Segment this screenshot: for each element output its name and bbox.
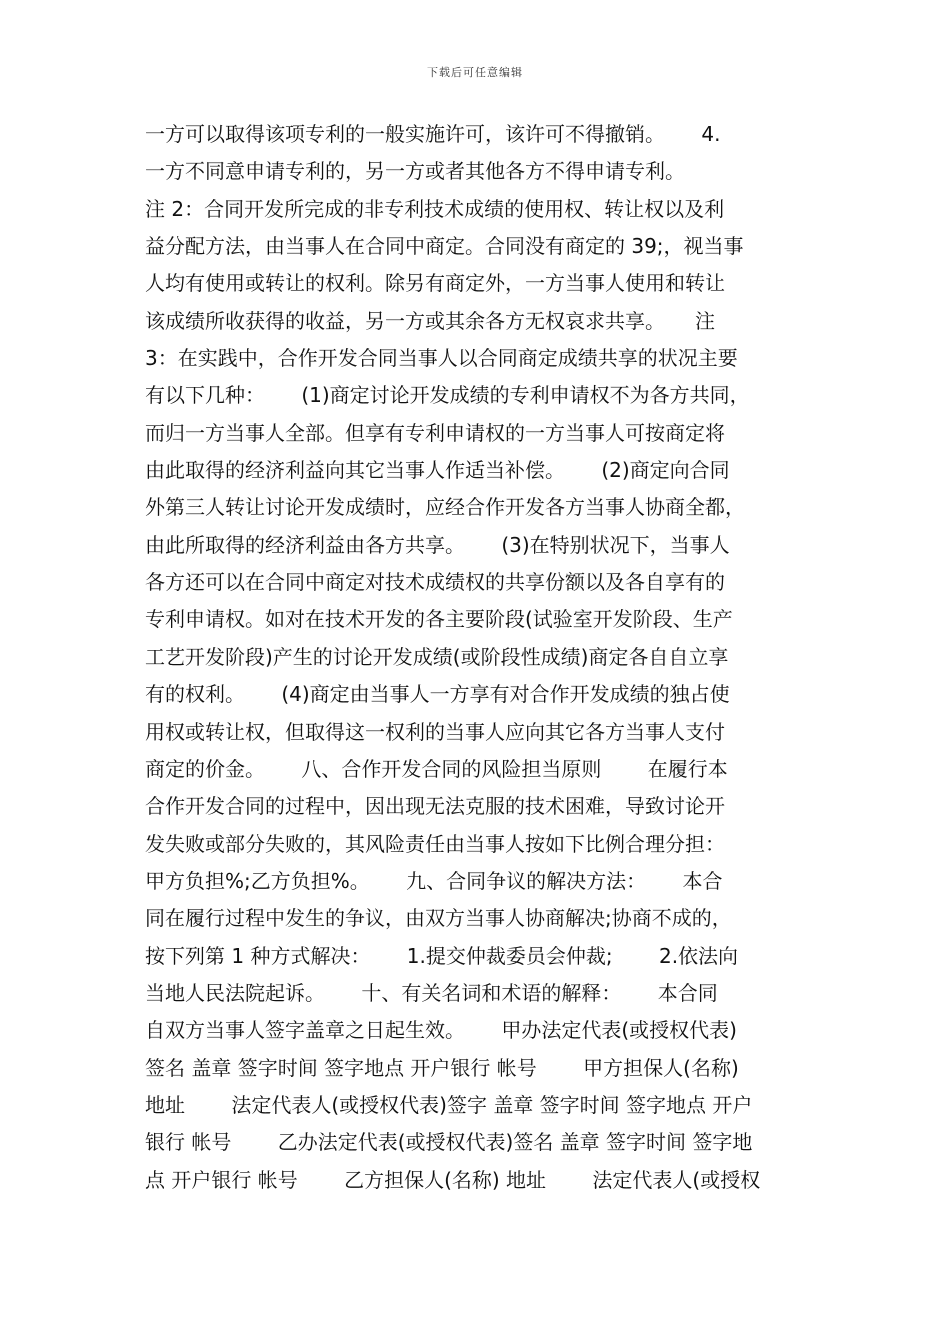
text-line: 一方可以取得该项专利的一般实施许可，该许可不得撤销。 4. bbox=[145, 122, 721, 146]
text-line: 人均有使用或转让的权利。除另有商定外，一方当事人使用和转让 bbox=[145, 271, 725, 296]
text-line: 合作开发合同的过程中，因出现无法克服的技术困难，导致讨论开 bbox=[145, 794, 725, 819]
page-header-note: 下载后可任意编辑 bbox=[427, 66, 523, 79]
document-body bbox=[145, 116, 825, 1199]
text-line: 甲方负担%;乙方负担%。 九、合同争议的解决方法： 本合 bbox=[145, 868, 723, 893]
text-line: 有以下几种： (1)商定讨论开发成绩的专利申请权不为各方共同， bbox=[145, 383, 750, 408]
text-line: 3：在实践中，合作开发合同当事人以合同商定成绩共享的状况主要 bbox=[145, 346, 738, 371]
text-line: 由此取得的经济利益向其它当事人作适当补偿。 (2)商定向合同 bbox=[145, 458, 730, 483]
text-line: 注 2：合同开发所完成的非专利技术成绩的使用权、转让权以及利 bbox=[145, 196, 725, 221]
text-line: 当地人民法院起诉。 十、有关名词和术语的解释： 本合同 bbox=[145, 980, 718, 1005]
text-line: 自双方当事人签字盖章之日起生效。 甲办法定代表(或授权代表) bbox=[145, 1018, 737, 1043]
text-line: 工艺开发阶段)产生的讨论开发成绩(或阶段性成绩)商定各自自立享 bbox=[145, 644, 729, 669]
text-line: 各方还可以在合同中商定对技术成绩权的共享份额以及各自享有的 bbox=[145, 570, 725, 595]
text-line: 点 开户银行 帐号 乙方担保人(名称) 地址 法定代表人(或授权 bbox=[145, 1167, 761, 1192]
text-line: 签名 盖章 签字时间 签字地点 开户银行 帐号 甲方担保人(名称) bbox=[145, 1055, 739, 1080]
text-line: 用权或转让权，但取得这一权利的当事人应向其它各方当事人支付 bbox=[145, 719, 725, 744]
text-line: 该成绩所收获得的收益，另一方或其余各方无权哀求共享。 注 bbox=[145, 308, 715, 333]
text-line: 银行 帐号 乙办法定代表(或授权代表)签名 盖章 签字时间 签字地 bbox=[145, 1130, 753, 1155]
text-line: 外第三人转让讨论开发成绩时，应经合作开发各方当事人协商全都， bbox=[145, 495, 745, 520]
text-line: 发失败或部分失败的，其风险责任由当事人按如下比例合理分担： bbox=[145, 831, 725, 856]
text-line: 专利申请权。如对在技术开发的各主要阶段(试验室开发阶段、生产 bbox=[145, 607, 733, 632]
text-line: 而归一方当事人全部。但享有专利申请权的一方当事人可按商定将 bbox=[145, 420, 725, 445]
text-line: 同在履行过程中发生的争议，由双方当事人协商解决;协商不成的， bbox=[145, 906, 732, 931]
text-line: 由此所取得的经济利益由各方共享。 (3)在特别状况下，当事人 bbox=[145, 532, 730, 557]
text-line: 商定的价金。 八、合作开发合同的风险担当原则 在履行本 bbox=[145, 756, 728, 781]
text-line: 按下列第 1 种方式解决： 1.提交仲裁委员会仲裁; 2.依法向 bbox=[145, 943, 739, 968]
text-line: 一方不同意申请专利的，另一方或者其他各方不得申请专利。 bbox=[145, 159, 685, 184]
text-line: 益分配方法，由当事人在合同中商定。合同没有商定的 39;，视当事 bbox=[145, 234, 744, 259]
text-line: 地址 法定代表人(或授权代表)签字 盖章 签字时间 签字地点 开户 bbox=[145, 1092, 753, 1117]
text-line: 有的权利。 (4)商定由当事人一方享有对合作开发成绩的独占使 bbox=[145, 682, 730, 707]
